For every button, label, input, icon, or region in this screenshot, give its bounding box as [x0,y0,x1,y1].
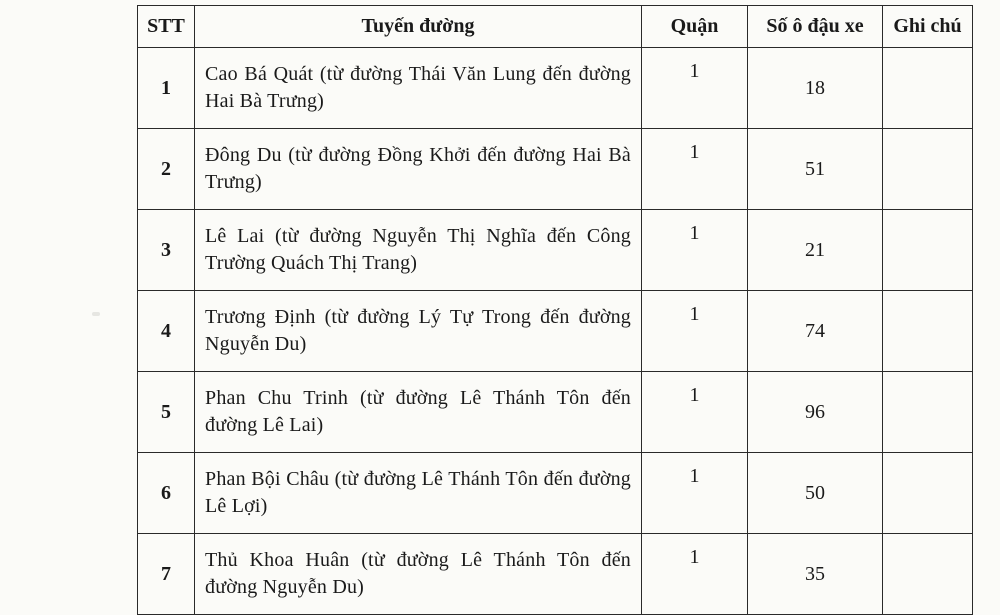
cell-note [883,48,973,129]
cell-district: 1 [642,129,748,210]
cell-stt: 5 [138,372,195,453]
cell-stt: 1 [138,48,195,129]
table-row [138,210,973,291]
table-header-row [138,6,973,48]
cell-district: 1 [642,48,748,129]
table-row [138,129,973,210]
cell-stt: 6 [138,453,195,534]
cell-district: 1 [642,210,748,291]
cell-stt: 4 [138,291,195,372]
header-slots: Số ô đậu xe [748,6,883,48]
cell-stt: 7 [138,534,195,615]
header-district: Quận [642,6,748,48]
cell-slots: 35 [748,534,883,615]
cell-note [883,534,973,615]
header-stt: STT [138,6,195,48]
cell-route: Trương Định (từ đường Lý Tự Trong đến đường Nguyễn Du) [195,291,642,372]
scan-speck [92,312,100,316]
header-note: Ghi chú [883,6,973,48]
header-route: Tuyến đường [195,6,642,48]
table-row [138,534,973,615]
cell-slots: 50 [748,453,883,534]
cell-slots: 96 [748,372,883,453]
table-row [138,291,973,372]
cell-note [883,210,973,291]
cell-slots: 21 [748,210,883,291]
cell-slots: 51 [748,129,883,210]
cell-route: Thủ Khoa Huân (từ đường Lê Thánh Tôn đến đường Nguyễn Du) [195,534,642,615]
cell-route: Lê Lai (từ đường Nguyễn Thị Nghĩa đến Công Trường Quách Thị Trang) [195,210,642,291]
cell-district: 1 [642,372,748,453]
cell-route: Cao Bá Quát (từ đường Thái Văn Lung đến đường Hai Bà Trưng) [195,48,642,129]
cell-note [883,372,973,453]
table-row [138,48,973,129]
cell-slots: 74 [748,291,883,372]
cell-route: Đông Du (từ đường Đồng Khởi đến đường Hai Bà Trưng) [195,129,642,210]
cell-note [883,129,973,210]
cell-stt: 3 [138,210,195,291]
cell-note [883,291,973,372]
cell-district: 1 [642,291,748,372]
cell-route: Phan Bội Châu (từ đường Lê Thánh Tôn đến đường Lê Lợi) [195,453,642,534]
cell-stt: 2 [138,129,195,210]
table-row [138,372,973,453]
cell-note [883,453,973,534]
cell-route: Phan Chu Trinh (từ đường Lê Thánh Tôn đến đường Lê Lai) [195,372,642,453]
cell-district: 1 [642,534,748,615]
table-row [138,453,973,534]
cell-district: 1 [642,453,748,534]
parking-table [137,5,973,615]
cell-slots: 18 [748,48,883,129]
